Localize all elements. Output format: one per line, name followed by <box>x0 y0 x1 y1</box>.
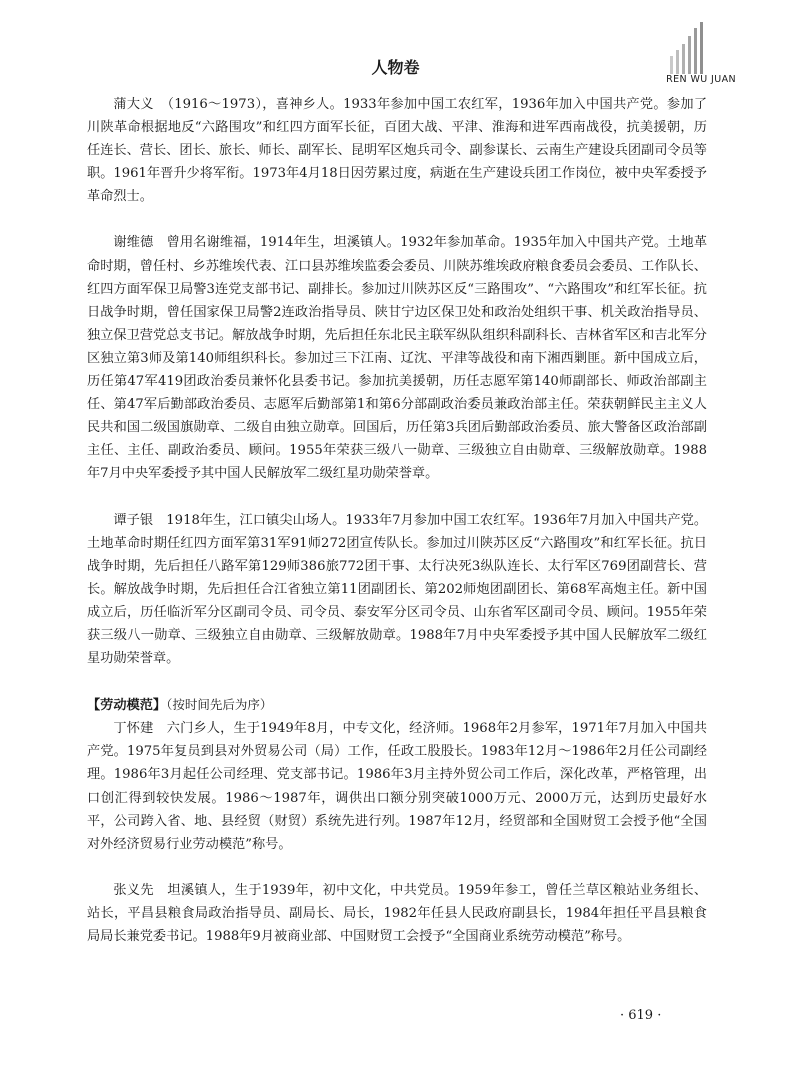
biography-entry <box>87 509 707 671</box>
entry-paragraph <box>87 717 707 856</box>
entry-paragraph <box>87 879 707 948</box>
person-name: 丁怀建 <box>113 721 154 737</box>
section-label: 【劳动模范】 <box>87 698 167 714</box>
section-heading <box>87 693 707 717</box>
section-note: （按时间先后为序） <box>166 697 273 713</box>
biography-entry <box>87 231 707 485</box>
entry-text: 六门乡人，生于1949年8月，中专文化，经济师。1968年2月参军，1971年7月加入中国共产党。1975年复员到县对外贸易公司（局）工作，任政工股股长。1983年12月～1986年2月任公司副经理。1986年3月起任公司经理、党支部书记。1986年3月主持外贸公司工作后，深化改革，严格管理，出口创汇得到较快发展。1986～1987年，调供出口额分别突破1000万元、2000万元，达到历史最好水平，公司跨入省、地、县经贸（财贸）系统先进行列。1987年12月，经贸部和全国财贸工会授予他“全国对外经济贸易行业劳动模范”称号。 <box>87 721 707 852</box>
entry-paragraph <box>87 231 707 485</box>
book-spine-logo-icon <box>662 22 712 74</box>
entry-text: 曾用名谢维福，1914年生，坦溪镇人。1932年参加革命。1935年加入中国共产党。土地革命时期，曾任村、乡苏维埃代表、江口县苏维埃监委会委员、川陕苏维埃政府粮食委员会委员、工作队长、红四方面军保卫局警3连党支部书记、副排长。参加过川陕苏区反“三路围攻”、“六路围攻”和红军长征。抗日战争时期，曾任国家保卫局警2连政治指导员、陕甘宁边区保卫处和政治处组织干事、机关政治指导员、独立保卫营党总支书记。解放战争时期，先后担任东北民主联军纵队组织科副科长、吉林省军区和吉北军分区独立第3师及第140师组织科长。参加过三下江南、辽沈、平津等战役和南下湘西剿匪。新中国成立后，历任第47军419团政治委员兼怀化县委书记。参加抗美援朝，历任志愿军第140师副部长、师政治部副主任、第47军后勤部政治委员、志愿军后勤部第1和第6分部副政治委员兼政治部主任。荣获朝鲜民主主义人民共和国二级国旗勋章、二级自由独立勋章。回国后，历任第3兵团后勤部政治委员、旅大警备区政治部副主任、主任、副政治委员、顾问。1955年荣获三级八一勋章、三级独立自由勋章、三级解放勋章。1988年7月中央军委授予其中国人民解放军二级红星功勋荣誉章。 <box>87 235 708 482</box>
person-name: 张义先 <box>113 882 154 898</box>
biography-entry <box>87 717 707 856</box>
person-name: 蒲大义 <box>113 97 154 112</box>
page-header-title: 人物卷 <box>371 58 420 77</box>
entry-paragraph <box>87 93 707 208</box>
page-header-subtitle: REN WU JUAN <box>666 74 736 85</box>
biography-entry <box>87 879 707 948</box>
entry-text: 1918年生，江口镇尖山场人。1933年7月参加中国工农红军。1936年7月加入中国共产党。土地革命时期任红四方面军第31军91师272团宣传队长。参加过川陕苏区反“六路围攻”和红军长征。抗日战争时期，先后担任八路军第129师386旅772团干事、太行决死3纵队连长、太行军区769团副营长、营长。解放战争时期，先后担任合江省独立第11团副团长、第202师炮团副团长、第68军高炮主任。新中国成立后，历任临沂军分区副司令员、司令员、泰安军分区司令员、山东省军区副司令员、顾问。1955年荣获三级八一勋章、三级独立自由勋章、三级解放勋章。1988年7月中央军委授予其中国人民解放军二级红星功勋荣誉章。 <box>87 512 708 667</box>
page-number: · 619 · <box>620 1008 662 1023</box>
entry-paragraph <box>87 509 707 671</box>
entry-text: （1916～1973），喜神乡人。1933年参加中国工农红军，1936年加入中国共产党。参加了川陕革命根据地反“六路围攻”和红四方面军长征，百团大战、平津、淮海和进军西南战役，抗美援朝，历任连长、营长、团长、旅长、师长、副军长、昆明军区炮兵司令、副参谋长、云南生产建设兵团副司令员等职。1961年晋升少将军衔。1973年4月18日因劳累过度，病逝在生产建设兵团工作岗位，被中央军委授予革命烈士。 <box>87 97 708 205</box>
entry-text: 坦溪镇人，生于1939年，初中文化，中共党员。1959年参工，曾任兰草区粮站业务组长、站长，平昌县粮食局政治指导员、副局长、局长，1982年任县人民政府副县长，1984年担任平昌县粮食局局长兼党委书记。1988年9月被商业部、中国财贸工会授予“全国商业系统劳动模范”称号。 <box>87 882 708 944</box>
biography-entry <box>87 93 707 208</box>
page-body <box>87 93 707 948</box>
person-name: 谭子银 <box>113 512 154 528</box>
person-name: 谢维德 <box>113 235 154 251</box>
